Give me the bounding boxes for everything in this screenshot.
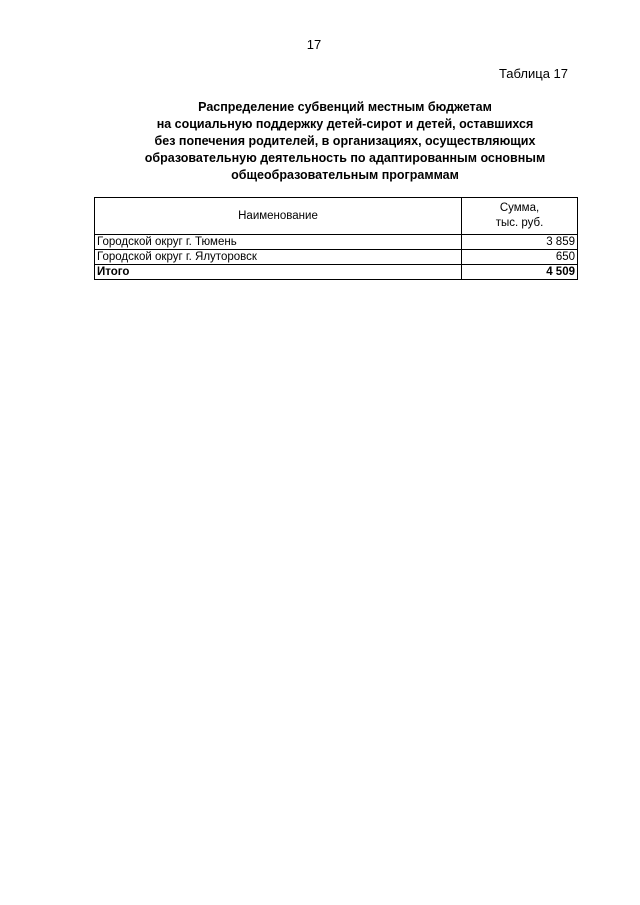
table-row [95, 235, 578, 250]
table-row [95, 250, 578, 265]
table-header-row [95, 198, 578, 235]
row-value: 650 [462, 250, 578, 265]
title-line: без попечения родителей, в организациях, осуществляющих [154, 134, 536, 148]
row-name: Городской округ г. Ялуторовск [95, 250, 462, 265]
table-label: Таблица 17 [498, 66, 568, 81]
title-line: общеобразовательным программам [231, 168, 459, 182]
header-sum-line2: тыс. руб. [495, 217, 544, 229]
table-total-row [95, 265, 578, 280]
table-title [60, 99, 630, 184]
header-sum [462, 198, 578, 235]
header-sum-line1: Сумма, [499, 202, 540, 214]
title-line: образовательную деятельность по адаптированным основным [144, 151, 546, 165]
row-value: 3 859 [462, 235, 578, 250]
header-name: Наименование [95, 198, 462, 235]
total-value: 4 509 [462, 265, 578, 280]
row-name: Городской округ г. Тюмень [95, 235, 462, 250]
title-line: на социальную поддержку детей-сирот и детей, оставшихся [156, 117, 534, 131]
total-label: Итого [95, 265, 462, 280]
title-line: Распределение субвенций местным бюджетам [198, 100, 492, 114]
subvention-table [94, 197, 578, 280]
page-number: 17 [306, 37, 322, 52]
